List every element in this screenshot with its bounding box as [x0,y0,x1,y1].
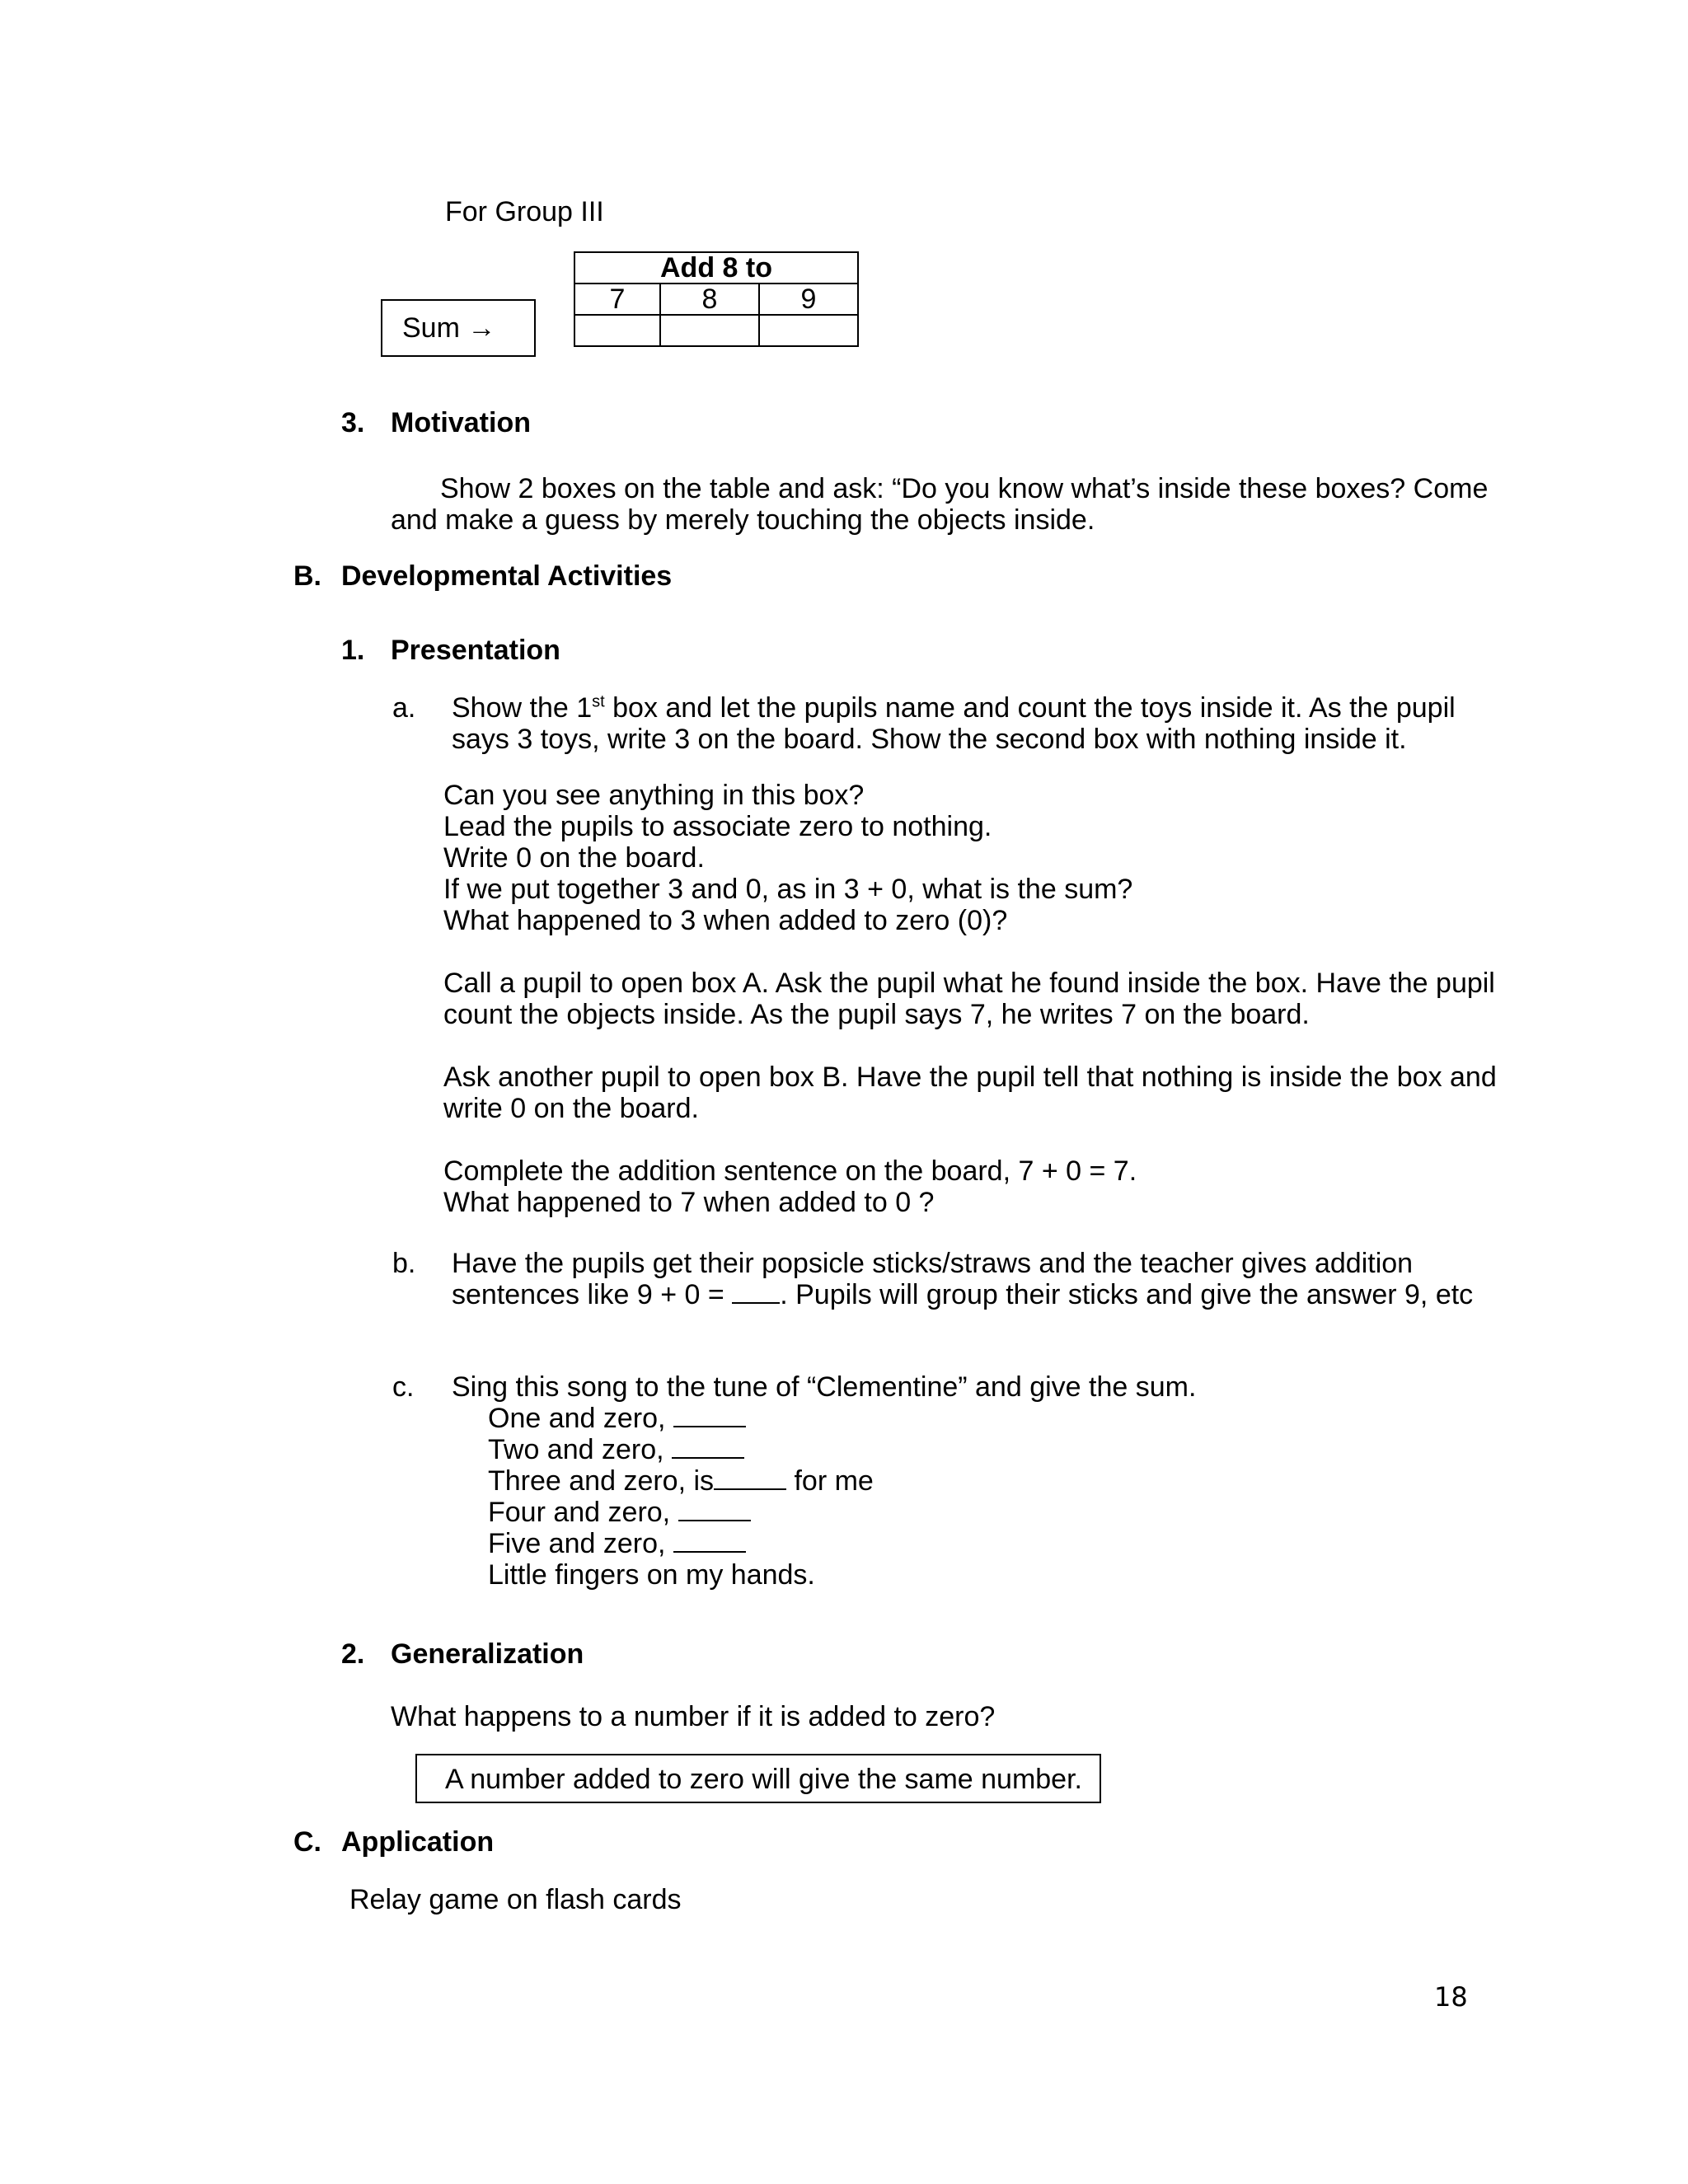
sum-box [381,299,536,357]
add-table-number: 9 [759,284,858,315]
item-label-a: a. [392,692,416,724]
paragraph-line: Complete the addition sentence on the board, 7 + 0 = 7. [443,1155,1137,1187]
paragraph-line: What happened to 7 when added to 0 ? [443,1187,935,1218]
generalization-answer: A number added to zero will give the same number. [445,1764,1082,1795]
add-table-number: 8 [660,284,759,315]
song-line: Three and zero, is for me [488,1465,874,1497]
add-table-answer-cell [574,315,660,346]
presentation-title: Presentation [391,635,560,666]
paragraph-line: What happened to 3 when added to zero (0)? [443,905,1008,936]
section-letter: B. [293,560,321,592]
motivation-text: and make a guess by merely touching the objects inside. [391,504,1095,536]
application-text: Relay game on flash cards [349,1884,682,1915]
song-intro: Sing this song to the tune of “Clementine” and give the sum. [452,1371,1197,1403]
answer-blank [678,1498,751,1521]
section-letter: C. [293,1826,321,1858]
motivation-number: 3. [341,407,365,438]
answer-blank [732,1281,780,1304]
generalization-number: 2. [341,1638,365,1670]
group-heading: For Group III [445,196,604,227]
page-number: 18 [1434,1981,1468,2013]
presentation-b-line2: sentences like 9 + 0 = . Pupils will group their sticks and give the answer 9, etc [452,1279,1474,1310]
generalization-box [415,1754,1101,1803]
paragraph-line: Ask another pupil to open box B. Have the pupil tell that nothing is inside the box and [443,1062,1497,1093]
section-title: Developmental Activities [341,560,673,592]
song-line: Two and zero, [488,1434,744,1465]
presentation-a-line2: says 3 toys, write 3 on the board. Show the second box with nothing inside it. [452,724,1407,755]
motivation-text: Show 2 boxes on the table and ask: “Do you know what’s inside these boxes? Come [440,473,1489,504]
add-table-header: Add 8 to [574,252,858,284]
presentation-a-line1: Show the 1st box and let the pupils name and count the toys inside it. As the pupil [452,692,1456,724]
paragraph-line: Write 0 on the board. [443,842,705,874]
paragraph-line: Lead the pupils to associate zero to nothing. [443,811,992,842]
song-line: Four and zero, [488,1497,751,1528]
section-title: Application [341,1826,495,1858]
item-label-b: b. [392,1248,416,1279]
add-table-answer-cell [759,315,858,346]
answer-blank [672,1436,744,1459]
paragraph-line: count the objects inside. As the pupil says 7, he writes 7 on the board. [443,999,1310,1030]
generalization-title: Generalization [391,1638,584,1670]
song-line: One and zero, [488,1403,746,1434]
song-line: Five and zero, [488,1528,746,1559]
answer-blank [673,1404,746,1427]
motivation-title: Motivation [391,407,531,438]
paragraph-line: Call a pupil to open box A. Ask the pupil what he found inside the box. Have the pupil [443,968,1495,999]
paragraph-line: Can you see anything in this box? [443,780,865,811]
answer-blank [673,1530,746,1553]
song-line: Little fingers on my hands. [488,1559,815,1591]
paragraph-line: If we put together 3 and 0, as in 3 + 0, what is the sum? [443,874,1133,905]
add-table [574,251,859,347]
add-table-answer-cell [660,315,759,346]
sum-label: Sum → [402,312,496,344]
paragraph-line: write 0 on the board. [443,1093,699,1124]
add-table-number: 7 [574,284,660,315]
item-label-c: c. [392,1371,415,1403]
answer-blank [714,1467,786,1490]
generalization-question: What happens to a number if it is added to zero? [391,1701,996,1732]
presentation-b-line1: Have the pupils get their popsicle sticks/straws and the teacher gives addition [452,1248,1414,1279]
presentation-number: 1. [341,635,365,666]
